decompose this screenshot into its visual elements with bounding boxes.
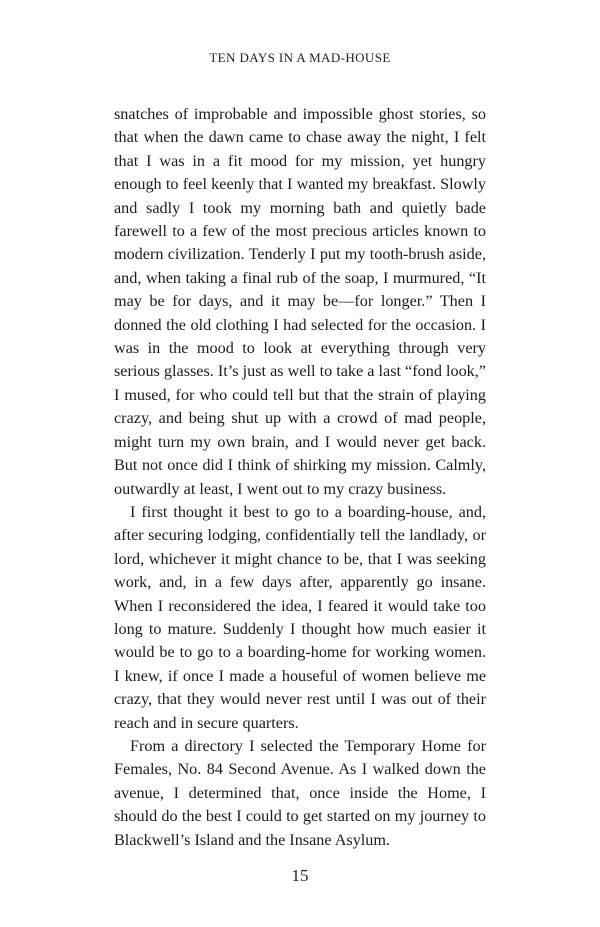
paragraph-1: snatches of improbable and impossible ghost stories, so that when the dawn came to chase away the night, I felt that I was in a fit mood for my mission, yet hungry enough to feel keenly that I wanted my breakfast. Slowly and sadly I took my morning bath and quietly bade farewell to a few of the most precious articles known to modern civilization. Tenderly I put my tooth-brush aside, and, when taking a final rub of the soap, I murmured, “It may be for days, and it may be—for longer.” Then I donned the old clothing I had selected for the occasion. I was in the mood to look at everything through very serious glasses. It’s just as well to take a last “fond look,” I mused, for who could tell but that the strain of playing crazy, and being shut up with a crowd of mad people, might turn my own brain, and I would never get back. But not once did I think of shirking my mission. Calmly, outwardly at least, I went out to my crazy business. — [114, 105, 486, 498]
paragraph-3: From a directory I selected the Temporary Home for Females, No. 84 Second Avenue. As I walked down the avenue, I determined that, once inside the Home, I should do the best I could to get started on my journey to Blackwell’s Island and the Insane Asylum. — [114, 736, 486, 849]
running-head: TEN DAYS IN A MAD-HOUSE — [209, 50, 391, 65]
paragraph-2: I first thought it best to go to a boarding-house, and, after securing lodging, confidentially tell the landlady, or lord, whichever it might chance to be, that I was seeking work, and, in a few days after, apparently go insane. When I reconsidered the idea, I feared it would take too long to mature. Suddenly I thought how much easier it would be to go to a boarding-home for working women. I knew, if once I made a houseful of women believe me crazy, that they would never rest until I was out of their reach and in secure quarters. — [114, 502, 486, 732]
page-number: 15 — [291, 866, 309, 885]
body-text — [114, 103, 486, 852]
